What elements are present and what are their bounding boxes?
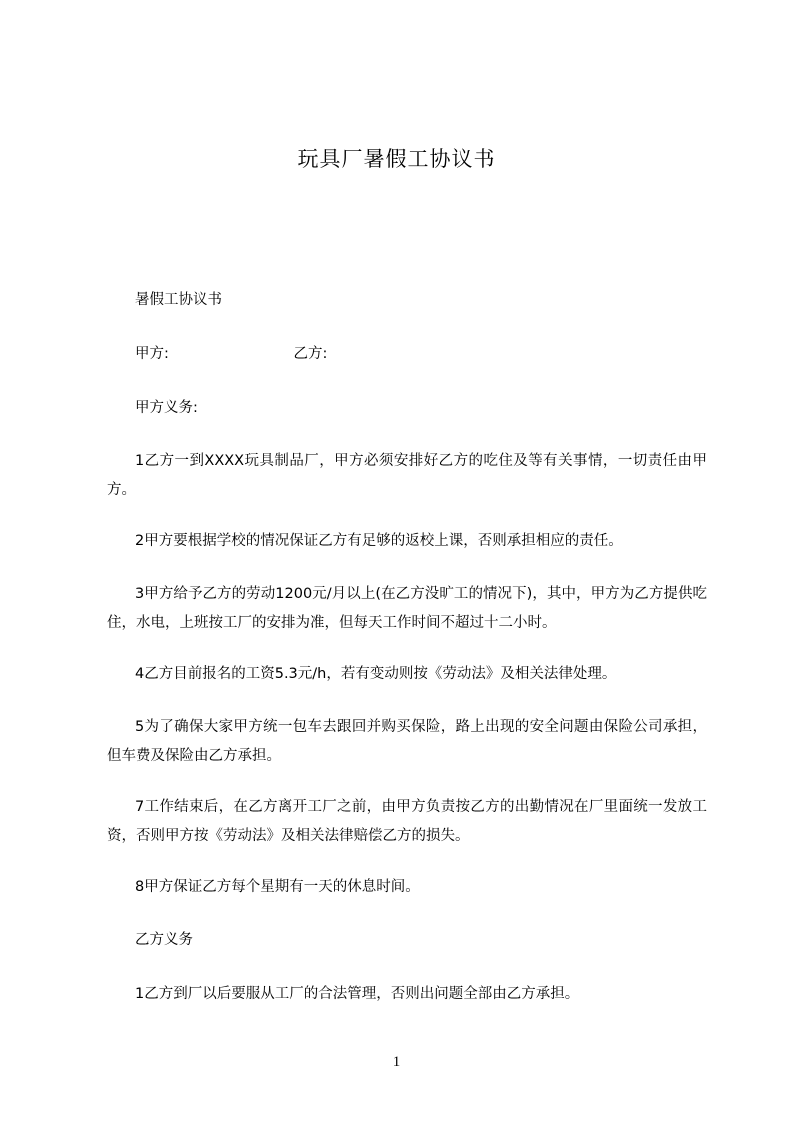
party-a-duties-heading: 甲方义务:: [135, 400, 198, 416]
party-a-duty-4: 4乙方目前报名的工资5.3元/h，若有变动则按《劳动法》及相关法律处理。: [135, 666, 617, 682]
parties-line: [135, 340, 327, 369]
page-number: 1: [392, 1054, 401, 1070]
party-b-label: 乙方:: [293, 346, 328, 362]
party-a-duty-8: 8甲方保证乙方每个星期有一天的休息时间。: [135, 879, 420, 895]
party-a-duty-3: 3甲方给予乙方的劳动1200元/月以上(在乙方没旷工的情况下)，其中，甲方为乙方提供吃住，水电，上班按工厂的安排为准，但每天工作时间不超过十二小时。: [107, 586, 707, 631]
party-b-duties-heading: 乙方义务: [135, 932, 193, 948]
party-b-duty-1: 1乙方到厂以后要服从工厂的合法管理，否则出问题全部由乙方承担。: [135, 986, 580, 1002]
document-subtitle: 暑假工协议书: [135, 292, 222, 308]
party-a-duty-2: 2甲方要根据学校的情况保证乙方有足够的返校上课，否则承担相应的责任。: [135, 533, 623, 549]
party-a-duty-5: 5为了确保大家甲方统一包车去跟回并购买保险，路上出现的安全问题由保险公司承担，但车费及保险由乙方承担。: [107, 719, 707, 764]
document-title: 玩具厂暑假工协议书: [297, 147, 496, 171]
party-a-duty-1: 1乙方一到XXXX玩具制品厂，甲方必须安排好乙方的吃住及等有关事情，一切责任由甲方。: [107, 453, 707, 498]
party-a-duty-7: 7工作结束后，在乙方离开工厂之前，由甲方负责按乙方的出勤情况在厂里面统一发放工资，否则甲方按《劳动法》及相关法律赔偿乙方的损失。: [107, 799, 707, 844]
party-a-label: 甲方:: [135, 346, 169, 362]
